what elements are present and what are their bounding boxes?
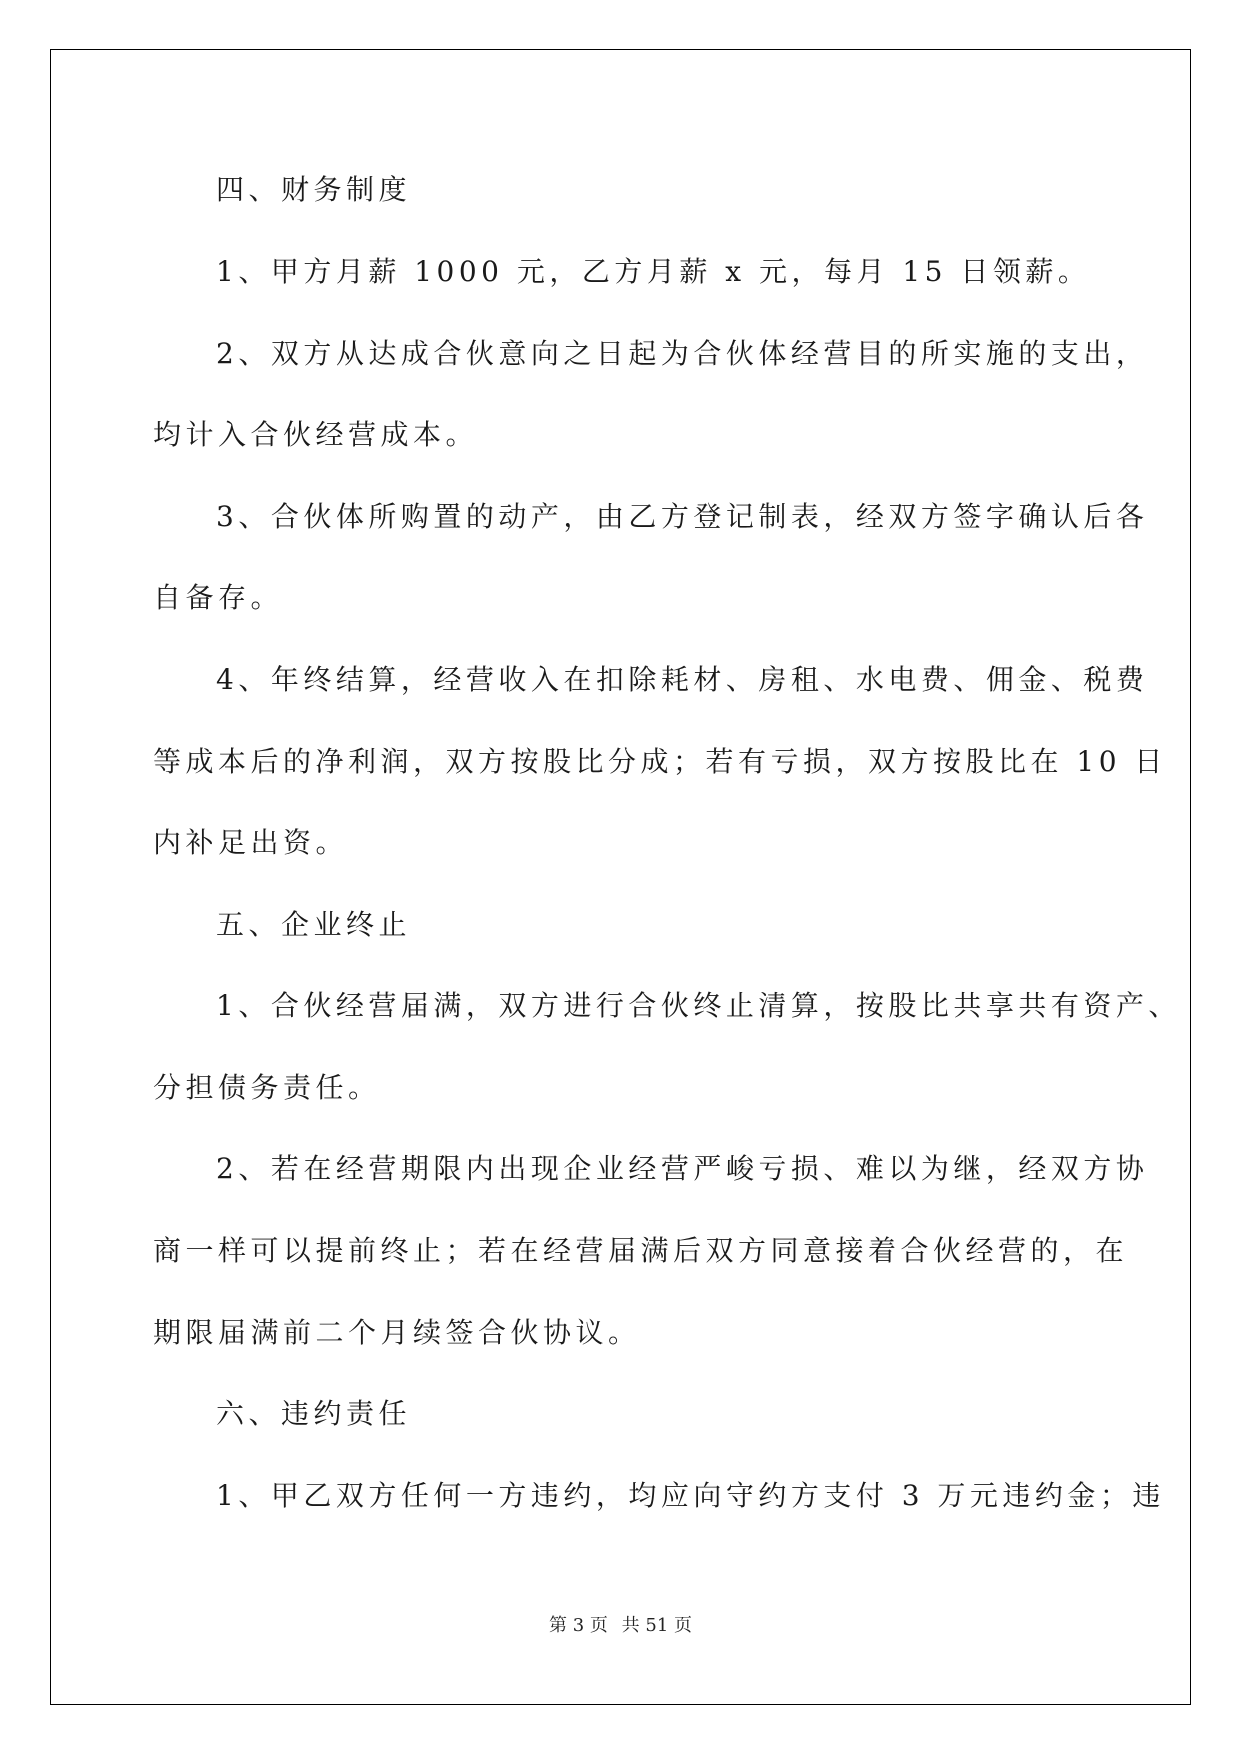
paragraph-line: 2、双方从达成合伙意向之日起为合伙体经营目的所实施的支出， [216, 337, 1149, 370]
paragraph-line: 期限届满前二个月续签合伙协议。 [153, 1316, 641, 1349]
paragraph-line: 商一样可以提前终止；若在经营届满后双方同意接着合伙经营的，在 [153, 1234, 1129, 1267]
paragraph-line: 4、年终结算，经营收入在扣除耗材、房租、水电费、佣金、税费 [216, 663, 1149, 696]
paragraph-line: 自备存。 [153, 581, 284, 614]
section-heading-liability: 六、违约责任 [216, 1397, 412, 1430]
paragraph-line: 1、合伙经营届满，双方进行合伙终止清算，按股比共享共有资产、 [216, 989, 1181, 1022]
paragraph-line: 均计入合伙经营成本。 [153, 418, 479, 451]
paragraph-line: 1、甲乙双方任何一方违约，均应向守约方支付 3 万元违约金；违 [216, 1479, 1165, 1512]
section-heading-termination: 五、企业终止 [216, 908, 412, 941]
page-border [50, 49, 1191, 1705]
paragraph-line: 内补足出资。 [153, 826, 349, 859]
paragraph-line: 1、甲方月薪 1000 元，乙方月薪 x 元，每月 15 日领薪。 [216, 255, 1091, 288]
paragraph-line: 2、若在经营期限内出现企业经营严峻亏损、难以为继，经双方协 [216, 1152, 1149, 1185]
paragraph-line: 等成本后的净利润，双方按股比分成；若有亏损，双方按股比在 10 日 [153, 745, 1167, 778]
section-heading-finance: 四、财务制度 [216, 173, 412, 206]
paragraph-line: 分担债务责任。 [153, 1071, 381, 1104]
page-total: 共 51 页 [621, 1615, 692, 1636]
paragraph-line: 3、合伙体所购置的动产，由乙方登记制表，经双方签字确认后各 [216, 500, 1149, 533]
page-footer [0, 1611, 1241, 1637]
page-number: 第 3 页 [549, 1615, 608, 1636]
